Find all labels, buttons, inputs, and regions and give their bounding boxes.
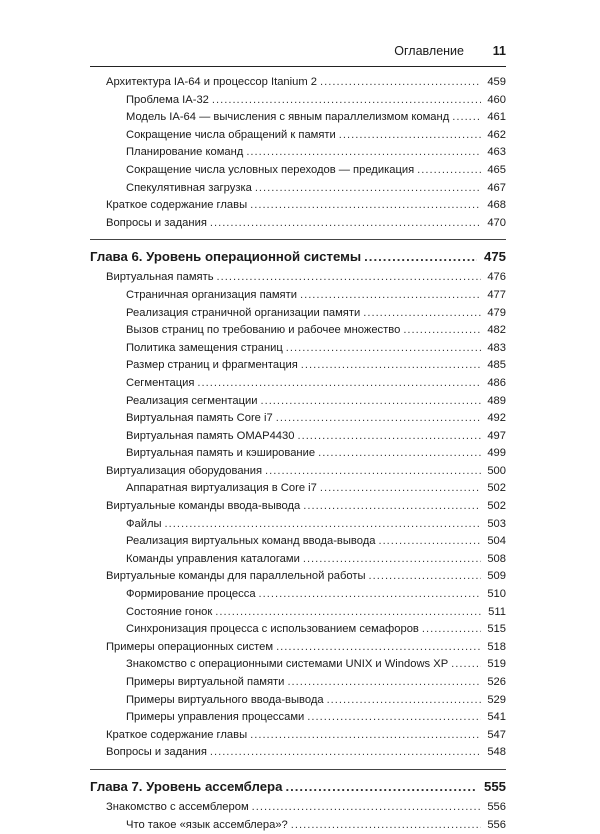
toc-entry-title: Аппаратная виртуализация в Core i7 — [126, 482, 317, 495]
toc-entry-title: Архитектура IA-64 и процессор Itanium 2 — [106, 76, 318, 88]
toc-entry[interactable] — [90, 144, 506, 162]
toc-entry-page: 489 — [487, 394, 506, 407]
dot-leader — [285, 775, 477, 799]
toc-entry-page: 459 — [487, 76, 506, 88]
toc-entry[interactable] — [90, 533, 506, 551]
toc-entry-page: 519 — [487, 658, 506, 671]
dot-leader — [255, 180, 481, 198]
toc-entry-title: Политика замещения страниц — [126, 341, 283, 354]
toc-entry[interactable] — [90, 74, 506, 92]
header-rule — [90, 66, 506, 67]
toc-entry-title: Примеры виртуальной памяти — [126, 676, 285, 688]
toc-entry-page: 515 — [487, 623, 506, 636]
dot-leader — [422, 621, 481, 639]
table-of-contents — [90, 74, 506, 834]
toc-entry-page: 470 — [487, 216, 506, 229]
toc-entry-title: Виртуализация оборудования — [106, 464, 263, 477]
dot-leader — [246, 144, 481, 162]
dot-leader — [259, 586, 481, 604]
toc-entry-title: Сегментация — [126, 376, 195, 389]
toc-entry-title: Команды управления каталогами — [126, 552, 300, 565]
toc-entry-title: Виртуальная память и кэширование — [126, 447, 316, 460]
dot-leader — [320, 74, 481, 92]
dot-leader — [339, 127, 481, 145]
toc-entry-page: 526 — [487, 676, 506, 688]
toc-entry[interactable] — [90, 340, 506, 358]
header-title: Оглавление — [394, 44, 464, 58]
dot-leader — [250, 197, 481, 215]
dot-leader — [452, 109, 481, 127]
toc-entry[interactable] — [90, 393, 506, 411]
toc-entry-page: 468 — [487, 199, 506, 212]
toc-entry-page: 479 — [487, 306, 506, 319]
toc-entry[interactable] — [90, 621, 506, 639]
toc-entry[interactable] — [90, 817, 506, 834]
toc-entry[interactable] — [90, 656, 506, 674]
toc-entry[interactable] — [90, 692, 506, 710]
toc-entry-page: 502 — [487, 500, 506, 513]
toc-entry-page: 475 — [483, 249, 506, 265]
toc-entry[interactable] — [90, 516, 506, 534]
dot-leader — [364, 245, 477, 269]
toc-entry-title: Глава 7. Уровень ассемблера — [90, 778, 283, 794]
toc-entry-title: Виртуальная память Core i7 — [126, 412, 273, 425]
dot-leader — [276, 410, 481, 428]
toc-entry-page: 492 — [487, 412, 506, 425]
dot-leader — [327, 692, 481, 710]
toc-entry-page: 541 — [487, 711, 506, 724]
toc-entry[interactable] — [90, 551, 506, 569]
toc-entry-page: 556 — [487, 800, 506, 813]
toc-entry-page: 486 — [487, 376, 506, 389]
toc-entry-title: Размер страниц и фрагментация — [126, 359, 298, 372]
toc-entry-title: Виртуальная память — [106, 271, 214, 284]
toc-entry[interactable] — [90, 727, 506, 745]
dot-leader — [303, 498, 481, 516]
toc-entry[interactable] — [90, 127, 506, 145]
toc-entry[interactable] — [90, 604, 506, 622]
dot-leader — [301, 357, 481, 375]
toc-entry-title: Формирование процесса — [126, 588, 256, 601]
toc-entry-page: 529 — [487, 693, 506, 706]
toc-entry[interactable] — [90, 162, 506, 180]
toc-entry-title: Примеры виртуального ввода-вывода — [126, 693, 324, 706]
dot-leader — [286, 340, 481, 358]
toc-entry-title: Знакомство с операционными системами UNIX и Windows XP — [126, 658, 449, 671]
toc-entry-page: 547 — [487, 728, 506, 741]
dot-leader — [451, 656, 481, 674]
toc-entry-page: 500 — [487, 464, 506, 477]
toc-entry[interactable] — [90, 463, 506, 481]
toc-entry[interactable] — [90, 305, 506, 323]
toc-entry[interactable] — [90, 586, 506, 604]
toc-entry[interactable] — [90, 744, 506, 762]
toc-entry[interactable] — [90, 674, 506, 692]
dot-leader — [250, 727, 481, 745]
toc-entry-page: 482 — [487, 324, 506, 337]
toc-entry-page: 467 — [487, 181, 506, 194]
toc-entry[interactable] — [90, 480, 506, 498]
toc-entry-title: Сокращение числа условных переходов — предикация — [126, 163, 415, 176]
toc-entry-page: 509 — [487, 570, 506, 583]
toc-entry-page: 555 — [483, 778, 506, 794]
toc-entry-title: Вызов страниц по требованию и рабочее множество — [126, 324, 401, 337]
toc-entry[interactable] — [90, 568, 506, 586]
toc-chapter[interactable] — [90, 245, 506, 269]
toc-entry-page: 499 — [487, 447, 506, 460]
toc-entry[interactable] — [90, 269, 506, 287]
dot-leader — [318, 445, 481, 463]
toc-entry-page: 510 — [487, 588, 506, 601]
running-header — [90, 44, 506, 62]
toc-entry-title: Вопросы и задания — [106, 216, 207, 229]
chapter-separator — [90, 239, 506, 240]
toc-entry-title: Реализация виртуальных команд ввода-вывода — [126, 535, 376, 548]
toc-entry-page: 548 — [487, 746, 506, 759]
toc-entry[interactable] — [90, 197, 506, 215]
toc-entry-page: 476 — [487, 271, 506, 284]
toc-entry[interactable] — [90, 445, 506, 463]
dot-leader — [300, 287, 481, 305]
toc-entry[interactable] — [90, 109, 506, 127]
toc-entry-title: Примеры операционных систем — [106, 640, 274, 653]
toc-entry-title: Реализация страничной организации памяти — [126, 306, 361, 319]
dot-leader — [260, 393, 481, 411]
dot-leader — [212, 92, 481, 110]
toc-entry-title: Файлы — [126, 517, 162, 530]
toc-entry-title: Спекулятивная загрузка — [126, 181, 252, 194]
toc-entry-title: Модель IA-64 — вычисления с явным параллелизмом команд — [126, 111, 450, 124]
dot-leader — [197, 375, 481, 393]
dot-leader — [217, 269, 481, 287]
dot-leader — [303, 551, 481, 569]
toc-entry-title: Сокращение числа обращений к памяти — [126, 128, 336, 141]
dot-leader — [403, 322, 481, 340]
toc-entry-page: 503 — [487, 517, 506, 530]
chapter-separator — [90, 769, 506, 770]
toc-entry-page: 460 — [487, 93, 506, 106]
toc-entry-page: 508 — [487, 552, 506, 565]
toc-entry[interactable] — [90, 92, 506, 110]
header-page-number: 11 — [492, 44, 506, 58]
dot-leader — [417, 162, 481, 180]
dot-leader — [378, 533, 481, 551]
dot-leader — [363, 305, 481, 323]
dot-leader — [265, 463, 481, 481]
toc-entry-page: 502 — [487, 482, 506, 495]
toc-entry-title: Виртуальная память OMAP4430 — [126, 429, 295, 442]
toc-entry[interactable] — [90, 639, 506, 657]
toc-entry-title: Краткое содержание главы — [106, 199, 248, 212]
dot-leader — [369, 568, 481, 586]
toc-entry-page: 511 — [488, 605, 506, 618]
toc-entry[interactable] — [90, 322, 506, 340]
toc-entry-page: 504 — [487, 535, 506, 548]
toc-entry-title: Состояние гонок — [126, 605, 213, 618]
toc-entry[interactable] — [90, 287, 506, 305]
toc-entry-title: Реализация сегментации — [126, 394, 258, 407]
toc-entry[interactable] — [90, 709, 506, 727]
dot-leader — [307, 709, 481, 727]
toc-entry[interactable] — [90, 410, 506, 428]
toc-entry-title: Глава 6. Уровень операционной системы — [90, 249, 362, 265]
toc-entry-title: Вопросы и задания — [106, 746, 207, 759]
dot-leader — [320, 480, 481, 498]
toc-entry-page: 485 — [487, 359, 506, 372]
dot-leader — [215, 604, 481, 622]
toc-entry-title: Краткое содержание главы — [106, 728, 248, 741]
toc-entry-title: Проблема IA-32 — [126, 93, 209, 106]
toc-entry-page: 497 — [487, 429, 506, 442]
toc-entry-title: Синхронизация процесса с использованием семафоров — [126, 623, 419, 636]
toc-entry-page: 556 — [487, 818, 506, 831]
dot-leader — [165, 516, 481, 534]
dot-leader — [276, 639, 481, 657]
toc-entry[interactable] — [90, 375, 506, 393]
toc-entry-title: Планирование команд — [126, 146, 244, 159]
toc-chapter[interactable] — [90, 775, 506, 799]
toc-entry-title: Страничная организация памяти — [126, 288, 297, 301]
dot-leader — [252, 799, 481, 817]
toc-entry-page: 463 — [487, 146, 506, 159]
toc-entry-page: 462 — [487, 128, 506, 141]
dot-leader — [287, 674, 481, 692]
toc-entry-title: Виртуальные команды для параллельной работы — [106, 570, 366, 583]
dot-leader — [291, 817, 481, 834]
dot-leader — [210, 744, 481, 762]
toc-entry[interactable] — [90, 357, 506, 375]
dot-leader — [210, 215, 481, 233]
toc-entry-page: 477 — [487, 288, 506, 301]
toc-entry-title: Знакомство с ассемблером — [106, 800, 249, 813]
toc-entry-page: 465 — [487, 163, 506, 176]
toc-entry-title: Примеры управления процессами — [126, 711, 305, 724]
toc-entry[interactable] — [90, 498, 506, 516]
toc-entry[interactable] — [90, 215, 506, 233]
toc-entry[interactable] — [90, 180, 506, 198]
toc-entry-title: Что такое «язык ассемблера»? — [126, 818, 288, 831]
toc-entry[interactable] — [90, 428, 506, 446]
toc-entry-page: 461 — [487, 111, 506, 124]
toc-entry[interactable] — [90, 799, 506, 817]
dot-leader — [297, 428, 481, 446]
toc-entry-page: 518 — [487, 640, 506, 653]
toc-entry-page: 483 — [487, 341, 506, 354]
toc-entry-title: Виртуальные команды ввода-вывода — [106, 500, 301, 513]
